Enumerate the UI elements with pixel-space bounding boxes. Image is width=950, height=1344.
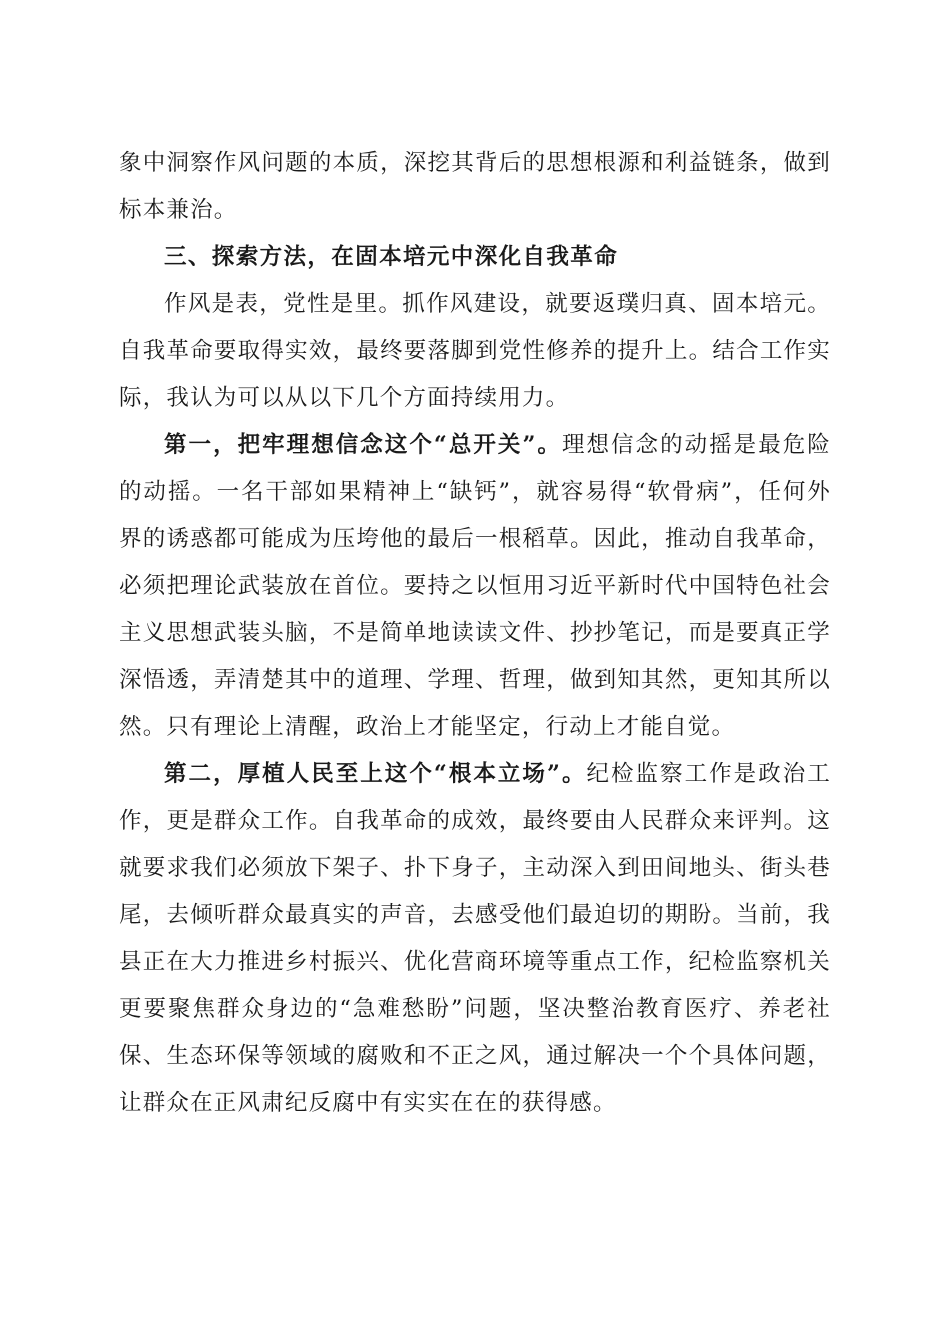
document-body [119,140,831,1127]
first-point-lead: 第一，把牢理想信念这个“总开关”。 [164,432,562,458]
section-heading: 三、探索方法，在固本培元中深化自我革命 [164,244,619,270]
paragraph-second-point [119,751,831,1127]
second-point-lead: 第二，厚植人民至上这个“根本立场”。 [164,761,587,787]
paragraph-intro: 作风是表，党性是里。抓作风建设，就要返璞归真、固本培元。自我革命要取得实效，最终要落脚到党性修养的提升上。结合工作实际，我认为可以从以下几个方面持续用力。 [119,291,831,411]
second-point-body: 纪检监察工作是政治工作，更是群众工作。自我革命的成效，最终要由人民群众来评判。这就要求我们必须放下架子、扑下身子，主动深入到田间地头、街头巷尾，去倾听群众最真实的声音，去感受他们最迫切的期盼。当前，我县正在大力推进乡村振兴、优化营商环境等重点工作，纪检监察机关更要聚焦群众身边的“急难愁盼”问题，坚决整治教育医疗、养老社保、生态环保等领域的腐败和不正之风，通过解决一个个具体问题，让群众在正风肃纪反腐中有实实在在的获得感。 [119,761,831,1116]
paragraph-continuation: 象中洞察作风问题的本质，深挖其背后的思想根源和利益链条，做到标本兼治。 [119,150,831,223]
first-point-body: 理想信念的动摇是最危险的动摇。一名干部如果精神上“缺钙”，就容易得“软骨病”，任何外界的诱惑都可能成为压垮他的最后一根稻草。因此，推动自我革命，必须把理论武装放在首位。要持之以恒用习近平新时代中国特色社会主义思想武装头脑，不是简单地读读文件、抄抄笔记，而是要真正学深悟透，弄清楚其中的道理、学理、哲理，做到知其然，更知其所以然。只有理论上清醒，政治上才能坚定，行动上才能自觉。 [119,432,831,740]
paragraph-first-point [119,422,831,751]
